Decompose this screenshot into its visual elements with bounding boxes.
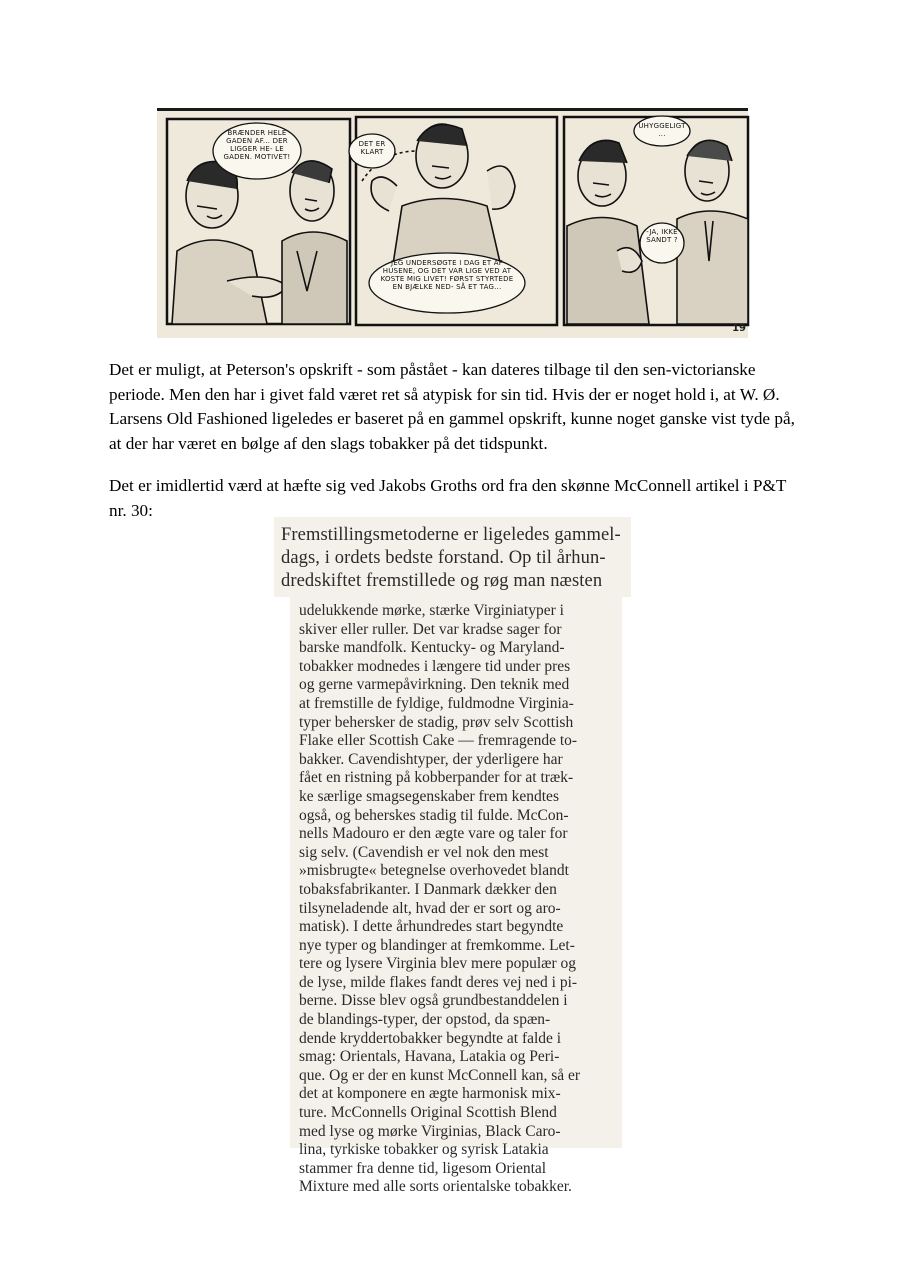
comic-page-number: 19 [732, 323, 746, 334]
speech-bubble-3: JEG UNDERSØGTE I DAG ET AF HUSENE, OG DET VAR LIGE VED AT KOSTE MIG LIVET! FØRST STYRTEDE EN BJÆLKE NED- SÅ ET TAG... [380, 259, 514, 291]
clipping-line: lina, tyrkiske tobakker og syrisk Latakia [299, 1141, 549, 1159]
clipping-line: typer behersker de stadig, prøv selv Scottish [299, 713, 574, 731]
clipping-line: de blandings-typer, der opstod, da spæn- [299, 1011, 551, 1029]
clipping-line: bakker. Cavendishtyper, der yderligere har [299, 750, 563, 768]
clipping-line: stammer fra denne tid, ligesom Oriental [299, 1159, 547, 1177]
clipping-top-line: Fremstillingsmetoderne er ligeledes gammel- [281, 525, 621, 545]
clipping-line: Mixture med alle sorts orientalske tobakker. [299, 1178, 572, 1196]
clipping-line: det at komponere en ægte harmonisk mix- [299, 1085, 561, 1103]
clipping-line: »misbrugte« betegnelse overhovedet blandt [299, 862, 569, 880]
clipping-heading-block [274, 517, 631, 597]
clipping-line: que. Og er der en kunst McConnell kan, så er [299, 1066, 581, 1084]
clipping-body-block [290, 597, 622, 1196]
speech-bubble-5: -JA, IKKE SANDT ? [646, 228, 678, 244]
clipping-line: tobaksfabrikanter. I Danmark dækker den [299, 880, 557, 898]
clipping-top-line: dags, i ordets bedste forstand. Op til århun- [281, 547, 606, 568]
clipping-line: dende kryddertobakker begyndte at falde i [299, 1029, 562, 1047]
clipping-line: tilsyneladende alt, hvad der er sort og aro- [299, 899, 561, 917]
clipping-line: ture. McConnells Original Scottish Blend [299, 1104, 557, 1122]
clipping-line: berne. Disse blev også grundbestanddelen i [299, 992, 568, 1010]
clipping-line: fået en ristning på kobberpander for at træk- [299, 769, 574, 787]
speech-bubble-4: UHYGGELIGT ... [638, 122, 686, 138]
clipping-line: nells Madouro er den ægte vare og taler for [299, 825, 568, 843]
clipping-line: ke særlige smagsegenskaber frem kendtes [299, 787, 559, 805]
clipping-line: og gerne varmepåvirkning. Den teknik med [299, 676, 570, 694]
clipping-line: barske mandfolk. Kentucky- og Maryland- [299, 639, 565, 657]
paragraph-1: Det er muligt, at Peterson's opskrift - som påstået - kan dateres tilbage til den sen-victorianske periode. Men den har i givet fald været ret så atypisk for sin tid. Hvis der er noget hold i, at W. Ø. Larsens Old Fashioned ligeledes er baseret på en gammel opskrift, kunne noget ganske vist tyde på, at der har været en bølge af den slags tobakker på det tidspunkt. [109, 360, 795, 453]
paragraph-2: Det er imidlertid værd at hæfte sig ved Jakobs Groths ord fra den skønne McConnell artikel i P&T nr. 30: [109, 476, 787, 520]
clipping-line: tobakker modnedes i længere tid under pres [299, 657, 571, 675]
clipping-line: nye typer og blandinger at fremkomme. Let- [299, 936, 575, 954]
clipping-line: tere og lysere Virginia blev mere populær og [299, 955, 576, 973]
clipping-line: sig selv. (Cavendish er vel nok den mest [299, 843, 549, 861]
speech-bubble-1: BRÆNDER HELE GADEN AF... DER LIGGER HE- LE GADEN. MOTIVET! [223, 129, 291, 161]
clipping-line: skiver eller ruller. Det var kradse sager for [299, 620, 562, 638]
speech-bubble-2: DET ER KLART [358, 140, 386, 156]
clipping-line: de lyse, milde flakes fandt deres vej ned i pi- [299, 973, 578, 991]
clipping-line: matisk). I dette århundredes start begyndte [299, 918, 564, 936]
clipping-line: udelukkende mørke, stærke Virginiatyper i [299, 602, 564, 619]
clipping-line: også, og beherskes stadig til fulde. McCon- [299, 806, 569, 824]
clipping-line: smag: Orientals, Havana, Latakia og Peri- [299, 1048, 560, 1066]
clipping-top-line: dredskiftet fremstillede og røg man næsten [281, 570, 603, 591]
comic-strip-image [157, 108, 748, 338]
clipping-line: at fremstille de fyldige, fuldmodne Virginia- [299, 694, 574, 712]
clipping-line: med lyse og mørke Virginias, Black Caro- [299, 1122, 561, 1140]
clipping-line: Flake eller Scottish Cake — fremragende to- [299, 732, 578, 750]
